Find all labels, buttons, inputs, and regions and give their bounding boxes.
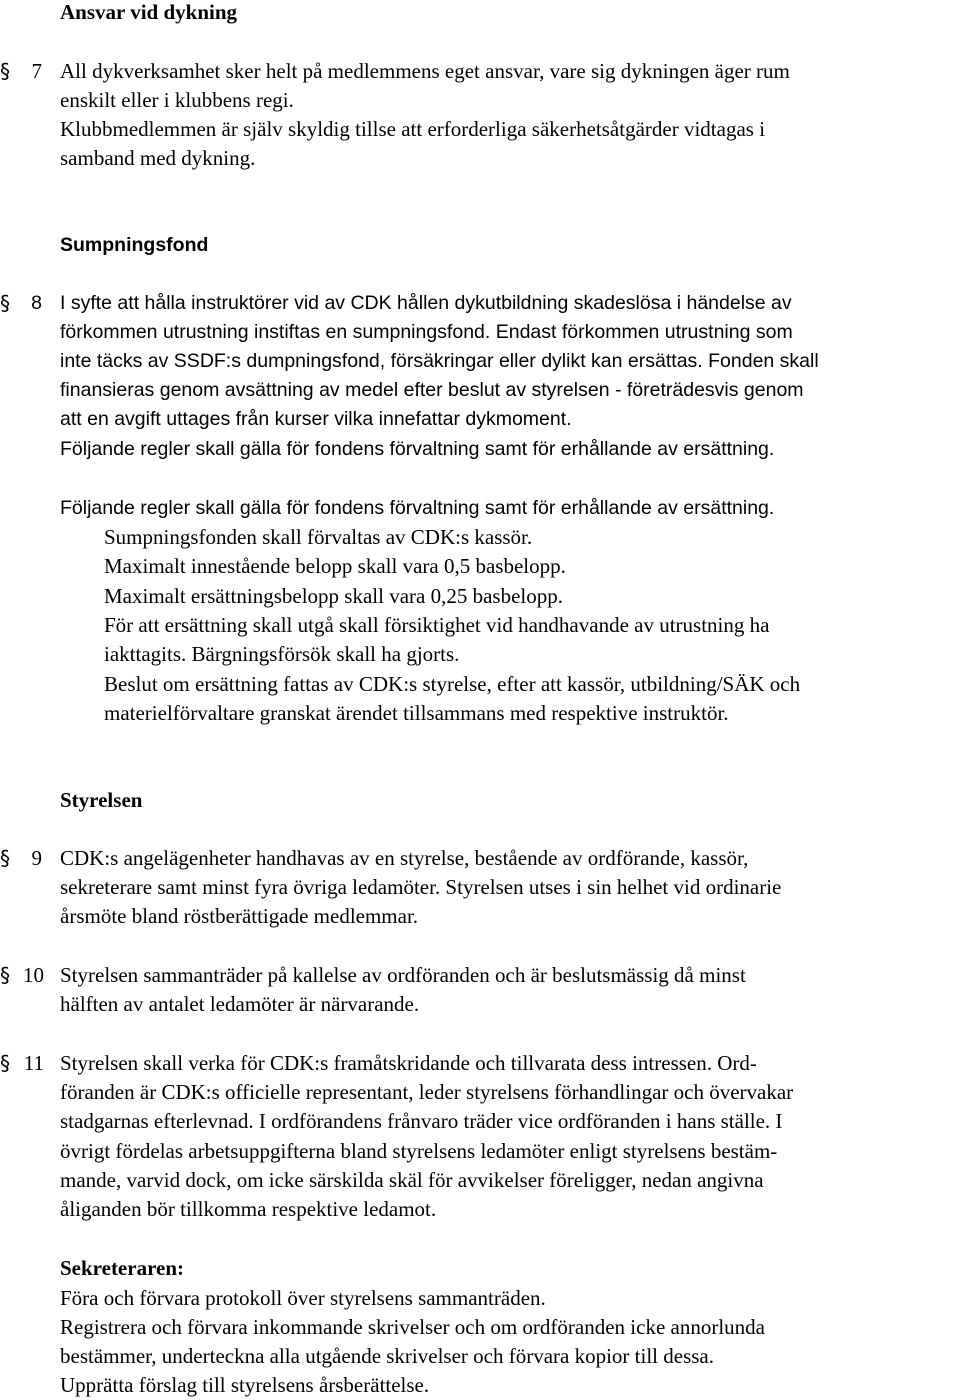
rules-intro: Följande regler skall gälla för fondens förvaltning samt för erhållande av ersättning. [60,497,775,519]
section-number-11: 11 [23,1051,44,1075]
section-8-line: I syfte att hålla instruktörer vid av CDK hållen dykutbildning skadeslösa i händelse av [60,292,792,314]
rule-line: Beslut om ersättning fattas av CDK:s styrelse, efter att kassör, utbildning/SÄK och [104,672,801,696]
sekreteraren-line: Registrera och förvara inkommande skrivelser och om ordföranden icke annorlunda [60,1315,765,1339]
section-number-9: 9 [31,846,42,870]
section-7-line: enskilt eller i klubbens regi. [60,88,294,112]
section-number-10: 10 [23,963,44,987]
section-7-line: All dykverksamhet sker helt på medlemmens eget ansvar, vare sig dykningen äger rum [60,59,790,83]
rule-line: För att ersättning skall utgå skall försiktighet vid handhavande av utrustning ha [104,613,770,637]
heading-ansvar-vid-dykning: Ansvar vid dykning [60,0,238,24]
rule-line: Maximalt ersättningsbelopp skall vara 0,25 basbelopp. [104,584,563,608]
section-11-line: övrigt fördelas arbetsuppgifterna bland styrelsens ledamöter enligt styrelsens bestäm- [60,1139,778,1163]
section-8-line: att en avgift uttages från kurser vilka innefattar dykmoment. [60,408,572,430]
section-8-line: förkommen utrustning instiftas en sumpningsfond. Endast förkommen utrustning som [60,321,793,343]
rule-line: Maximalt innestående belopp skall vara 0,5 basbelopp. [104,554,566,578]
section-11-line: stadgarnas efterlevnad. I ordförandens frånvaro träder vice ordföranden i hans ställe. I [60,1109,783,1133]
rule-line: materielförvaltare granskat ärendet tillsammans med respektive instruktör. [104,701,729,725]
section-10-line: hälften av antalet ledamöter är närvarande. [60,992,420,1016]
section-9-line: årsmöte bland röstberättigade medlemmar. [60,904,419,928]
section-symbol-icon: § [0,291,10,315]
section-number-8: 8 [31,292,42,314]
section-11-line: föranden är CDK:s officielle representant, leder styrelsens förhandlingar och övervakar [60,1080,794,1104]
heading-styrelsen: Styrelsen [60,788,143,812]
section-11-line: mande, varvid dock, om icke särskilda skäl för avvikelser föreligger, nedan angivna [60,1168,764,1192]
section-7-line: Klubbmedlemmen är själv skyldig tillse att erforderliga säkerhetsåtgärder vidtagas i [60,117,766,141]
section-symbol-icon: § [0,846,10,870]
section-11-line: Styrelsen skall verka för CDK:s framåtskridande och tillvarata dess intressen. Ord- [60,1051,757,1075]
sekreteraren-line: bestämmer, underteckna alla utgående skrivelser och förvara kopior till dessa. [60,1344,714,1368]
rule-line: Sumpningsfonden skall förvaltas av CDK:s kassör. [104,525,533,549]
section-symbol-icon: § [0,1051,10,1075]
section-10-line: Styrelsen sammanträder på kallelse av ordföranden och är beslutsmässig då minst [60,963,746,987]
section-symbol-icon: § [0,59,10,83]
section-symbol-icon: § [0,963,10,987]
section-number-7: 7 [31,59,42,83]
section-8-line: Följande regler skall gälla för fondens förvaltning samt för erhållande av ersättning. [60,438,775,460]
sekreteraren-line: Upprätta förslag till styrelsens årsberättelse. [60,1373,430,1397]
sekreteraren-line: Föra och förvara protokoll över styrelsens sammanträden. [60,1286,546,1310]
section-9-line: CDK:s angelägenheter handhavas av en styrelse, bestående av ordförande, kassör, [60,846,749,870]
heading-sekreteraren: Sekreteraren: [60,1256,185,1280]
heading-sumpningsfond: Sumpningsfond [60,234,209,256]
section-9-line: sekreterare samt minst fyra övriga ledamöter. Styrelsen utses i sin helhet vid ordinarie [60,875,782,899]
rule-line: iakttagits. Bärgningsförsök skall ha gjorts. [104,642,460,666]
section-11-line: åliganden bör tillkomma respektive ledamot. [60,1197,437,1221]
section-7-line: samband med dykning. [60,146,256,170]
section-8-line: inte täcks av SSDF:s dumpningsfond, försäkringar eller dylikt kan ersättas. Fonden skall [60,350,819,372]
section-8-line: finansieras genom avsättning av medel efter beslut av styrelsen - företrädesvis genom [60,379,804,401]
